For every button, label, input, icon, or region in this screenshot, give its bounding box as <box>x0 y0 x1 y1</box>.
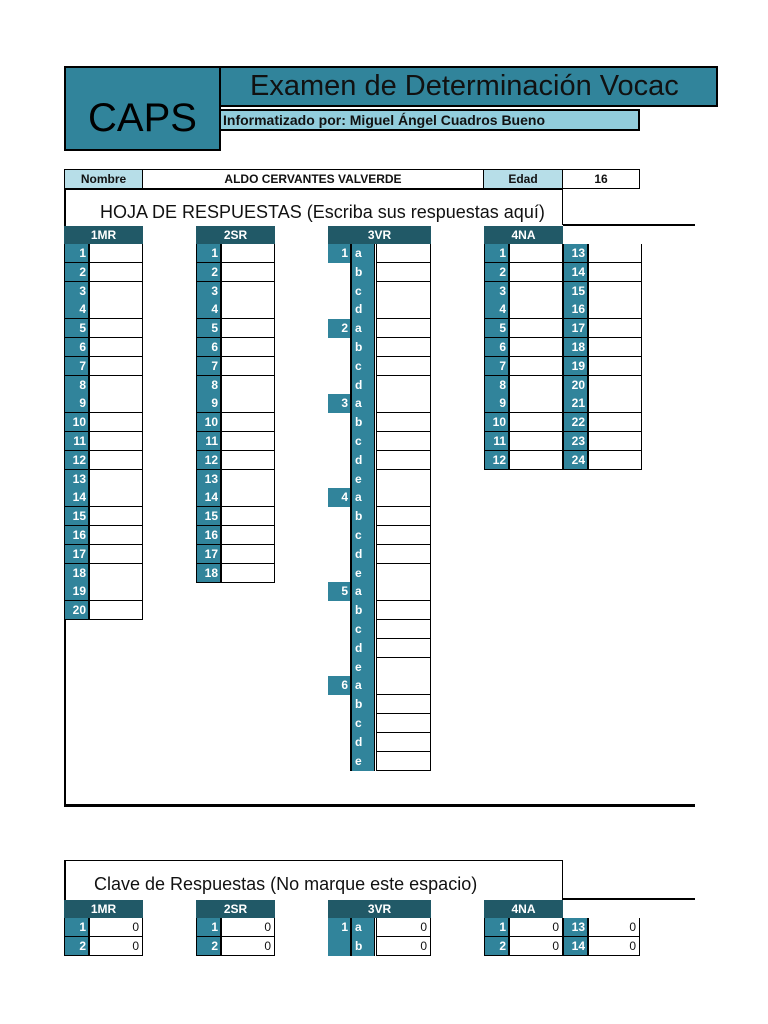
sr-answer-input[interactable] <box>221 244 275 263</box>
vr-letter: e <box>350 658 375 677</box>
mr-answer-input[interactable] <box>89 394 143 413</box>
mr-answer-input[interactable] <box>89 526 143 545</box>
mr-answer-input[interactable] <box>89 601 143 620</box>
key-vr-number <box>328 937 350 956</box>
vr-answer-input[interactable] <box>376 620 431 639</box>
mr-answer-input[interactable] <box>89 488 143 507</box>
na-answer-input[interactable] <box>588 319 642 338</box>
na-number: 17 <box>563 319 588 338</box>
na-answer-input[interactable] <box>509 319 563 338</box>
mr-answer-input[interactable] <box>89 470 143 489</box>
mr-answer-input[interactable] <box>89 282 143 301</box>
logo-text: CAPS <box>88 96 197 140</box>
na-answer-input[interactable] <box>509 413 563 432</box>
name-field[interactable]: ALDO CERVANTES VALVERDE <box>143 169 484 189</box>
sr-number: 11 <box>196 432 221 451</box>
mr-number: 2 <box>64 263 89 282</box>
sr-answer-input[interactable] <box>221 319 275 338</box>
vr-answer-input[interactable] <box>376 338 431 357</box>
sr-answer-input[interactable] <box>221 394 275 413</box>
vr-answer-input[interactable] <box>376 752 431 771</box>
na-answer-input[interactable] <box>588 338 642 357</box>
sr-number: 9 <box>196 394 221 413</box>
vr-letter: e <box>350 752 375 771</box>
key-vr-number: 1 <box>328 918 350 937</box>
sr-answer-input[interactable] <box>221 470 275 489</box>
na-number: 15 <box>563 282 588 301</box>
mr-answer-input[interactable] <box>89 545 143 564</box>
sr-number: 3 <box>196 282 221 301</box>
vr-answer-input[interactable] <box>376 507 431 526</box>
vr-letter: a <box>350 488 375 507</box>
na-answer-input[interactable] <box>509 263 563 282</box>
mr-number: 12 <box>64 451 89 470</box>
mr-number: 17 <box>64 545 89 564</box>
vr-letter: e <box>350 564 375 583</box>
key-title: Clave de Respuestas (No marque este espacio) <box>94 874 478 894</box>
vr-number: 4 <box>328 488 350 507</box>
na-number: 22 <box>563 413 588 432</box>
answers-title: HOJA DE RESPUESTAS (Escriba sus respuestas aquí) <box>100 202 545 222</box>
mr-number: 5 <box>64 319 89 338</box>
vr-letter: c <box>350 526 375 545</box>
na-number: 4 <box>484 300 509 319</box>
vr-answer-input[interactable] <box>376 601 431 620</box>
mr-answer-input[interactable] <box>89 582 143 601</box>
mr-answer-input[interactable] <box>89 357 143 376</box>
key-mr-number: 2 <box>64 937 89 956</box>
vr-answer-input[interactable] <box>376 376 431 395</box>
na-answer-input[interactable] <box>509 244 563 263</box>
vr-number: 1 <box>328 244 350 263</box>
key-na-number: 13 <box>563 918 588 937</box>
vr-answer-input[interactable] <box>376 564 431 583</box>
na-number: 10 <box>484 413 509 432</box>
sr-answer-input[interactable] <box>221 376 275 395</box>
section-header-na: 4NA <box>484 226 563 244</box>
key-na-value: 0 <box>588 918 640 937</box>
na-number: 21 <box>563 394 588 413</box>
key-mr-number: 1 <box>64 918 89 937</box>
sr-number: 14 <box>196 488 221 507</box>
key-sr-number: 2 <box>196 937 221 956</box>
key-na-number: 1 <box>484 918 509 937</box>
na-answer-input[interactable] <box>509 282 563 301</box>
na-number: 19 <box>563 357 588 376</box>
vr-answer-input[interactable] <box>376 357 431 376</box>
key-sr-value: 0 <box>221 918 275 937</box>
sr-answer-input[interactable] <box>221 413 275 432</box>
mr-number: 11 <box>64 432 89 451</box>
key-na-value: 0 <box>509 918 563 937</box>
mr-number: 1 <box>64 244 89 263</box>
mr-number: 3 <box>64 282 89 301</box>
key-header-sr: 2SR <box>196 900 275 918</box>
key-vr-letter: a <box>350 918 375 937</box>
sr-answer-input[interactable] <box>221 300 275 319</box>
vr-letter: a <box>350 394 375 413</box>
na-answer-input[interactable] <box>588 376 642 395</box>
sr-number: 7 <box>196 357 221 376</box>
na-answer-input[interactable] <box>509 300 563 319</box>
sr-number: 8 <box>196 376 221 395</box>
mr-number: 4 <box>64 300 89 319</box>
na-answer-input[interactable] <box>509 376 563 395</box>
na-number: 20 <box>563 376 588 395</box>
sr-number: 10 <box>196 413 221 432</box>
vr-letter: b <box>350 601 375 620</box>
mr-number: 10 <box>64 413 89 432</box>
vr-letter: c <box>350 620 375 639</box>
vr-letter: b <box>350 507 375 526</box>
mr-answer-input[interactable] <box>89 263 143 282</box>
vr-number: 5 <box>328 582 350 601</box>
mr-answer-input[interactable] <box>89 300 143 319</box>
vr-answer-input[interactable] <box>376 263 431 282</box>
vr-letter: b <box>350 413 375 432</box>
sr-number: 2 <box>196 263 221 282</box>
vr-answer-input[interactable] <box>376 676 431 695</box>
section-header-mr: 1MR <box>64 226 143 244</box>
na-number: 8 <box>484 376 509 395</box>
na-answer-input[interactable] <box>588 357 642 376</box>
mr-number: 9 <box>64 394 89 413</box>
section-header-vr: 3VR <box>328 226 431 244</box>
vr-answer-input[interactable] <box>376 488 431 507</box>
vr-letter: c <box>350 432 375 451</box>
mr-number: 18 <box>64 564 89 583</box>
key-mr-value: 0 <box>89 918 143 937</box>
age-field[interactable]: 16 <box>563 169 640 189</box>
vr-answer-input[interactable] <box>376 733 431 752</box>
sr-answer-input[interactable] <box>221 507 275 526</box>
vr-answer-input[interactable] <box>376 582 431 601</box>
na-answer-input[interactable] <box>509 394 563 413</box>
mr-number: 6 <box>64 338 89 357</box>
mr-number: 19 <box>64 582 89 601</box>
na-answer-input[interactable] <box>588 263 642 282</box>
na-number: 24 <box>563 451 588 470</box>
vr-number: 2 <box>328 319 350 338</box>
sr-answer-input[interactable] <box>221 526 275 545</box>
mr-answer-input[interactable] <box>89 507 143 526</box>
mr-answer-input[interactable] <box>89 338 143 357</box>
divider <box>563 224 695 226</box>
vr-letter: d <box>350 376 375 395</box>
mr-answer-input[interactable] <box>89 376 143 395</box>
name-label: Nombre <box>64 169 143 189</box>
vr-letter: a <box>350 582 375 601</box>
mr-answer-input[interactable] <box>89 319 143 338</box>
mr-answer-input[interactable] <box>89 244 143 263</box>
key-header-na: 4NA <box>484 900 563 918</box>
vr-answer-input[interactable] <box>376 244 431 263</box>
sr-answer-input[interactable] <box>221 451 275 470</box>
sr-number: 1 <box>196 244 221 263</box>
mr-answer-input[interactable] <box>89 413 143 432</box>
sr-answer-input[interactable] <box>221 263 275 282</box>
vr-answer-input[interactable] <box>376 470 431 489</box>
key-vr-letter: b <box>350 937 375 956</box>
vr-answer-input[interactable] <box>376 714 431 733</box>
key-na-number: 2 <box>484 937 509 956</box>
vr-number: 6 <box>328 676 350 695</box>
na-number: 1 <box>484 244 509 263</box>
vr-letter: c <box>350 282 375 301</box>
vr-answer-input[interactable] <box>376 545 431 564</box>
na-answer-input[interactable] <box>509 338 563 357</box>
mr-answer-input[interactable] <box>89 564 143 583</box>
vr-answer-input[interactable] <box>376 319 431 338</box>
vr-letter: c <box>350 714 375 733</box>
age-label: Edad <box>484 169 563 189</box>
vr-letter: b <box>350 695 375 714</box>
sr-answer-input[interactable] <box>221 545 275 564</box>
mr-number: 14 <box>64 488 89 507</box>
sr-answer-input[interactable] <box>221 432 275 451</box>
vr-letter: d <box>350 545 375 564</box>
subtitle: Informatizado por: Miguel Ángel Cuadros Bueno <box>223 112 545 128</box>
section-header-sr: 2SR <box>196 226 275 244</box>
sr-number: 4 <box>196 300 221 319</box>
vr-letter: d <box>350 639 375 658</box>
sr-number: 18 <box>196 564 221 583</box>
key-na-value: 0 <box>588 937 640 956</box>
sr-number: 5 <box>196 319 221 338</box>
vr-letter: c <box>350 357 375 376</box>
sr-answer-input[interactable] <box>221 564 275 583</box>
sr-number: 6 <box>196 338 221 357</box>
vr-answer-input[interactable] <box>376 695 431 714</box>
mr-answer-input[interactable] <box>89 451 143 470</box>
vr-answer-input[interactable] <box>376 658 431 677</box>
mr-answer-input[interactable] <box>89 432 143 451</box>
sr-answer-input[interactable] <box>221 488 275 507</box>
mr-number: 7 <box>64 357 89 376</box>
divider <box>563 898 695 900</box>
mr-number: 16 <box>64 526 89 545</box>
mr-number: 13 <box>64 470 89 489</box>
key-na-value: 0 <box>509 937 563 956</box>
sr-answer-input[interactable] <box>221 357 275 376</box>
key-vr-value: 0 <box>376 918 431 937</box>
frame-bottom <box>64 804 695 807</box>
sr-answer-input[interactable] <box>221 338 275 357</box>
vr-answer-input[interactable] <box>376 526 431 545</box>
vr-letter: e <box>350 470 375 489</box>
na-number: 7 <box>484 357 509 376</box>
sr-number: 12 <box>196 451 221 470</box>
key-mr-value: 0 <box>89 937 143 956</box>
na-number: 13 <box>563 244 588 263</box>
na-answer-input[interactable] <box>509 357 563 376</box>
na-answer-input[interactable] <box>588 451 642 470</box>
vr-letter: b <box>350 338 375 357</box>
vr-letter: d <box>350 451 375 470</box>
key-sr-value: 0 <box>221 937 275 956</box>
vr-letter: b <box>350 263 375 282</box>
mr-number: 15 <box>64 507 89 526</box>
na-number: 3 <box>484 282 509 301</box>
key-header-vr: 3VR <box>328 900 431 918</box>
vr-answer-input[interactable] <box>376 394 431 413</box>
sr-answer-input[interactable] <box>221 282 275 301</box>
na-number: 5 <box>484 319 509 338</box>
vr-letter: a <box>350 319 375 338</box>
sr-number: 13 <box>196 470 221 489</box>
na-number: 14 <box>563 263 588 282</box>
na-answer-input[interactable] <box>588 413 642 432</box>
vr-letter: d <box>350 733 375 752</box>
na-answer-input[interactable] <box>509 432 563 451</box>
na-number: 12 <box>484 451 509 470</box>
vr-number: 3 <box>328 394 350 413</box>
key-na-number: 14 <box>563 937 588 956</box>
na-answer-input[interactable] <box>588 282 642 301</box>
na-answer-input[interactable] <box>588 300 642 319</box>
na-number: 23 <box>563 432 588 451</box>
vr-answer-input[interactable] <box>376 413 431 432</box>
na-number: 16 <box>563 300 588 319</box>
sr-number: 17 <box>196 545 221 564</box>
na-number: 9 <box>484 394 509 413</box>
key-vr-value: 0 <box>376 937 431 956</box>
vr-letter: a <box>350 676 375 695</box>
vr-answer-input[interactable] <box>376 432 431 451</box>
vr-answer-input[interactable] <box>376 639 431 658</box>
na-answer-input[interactable] <box>588 244 642 263</box>
na-answer-input[interactable] <box>509 451 563 470</box>
vr-answer-input[interactable] <box>376 300 431 319</box>
na-number: 2 <box>484 263 509 282</box>
na-number: 11 <box>484 432 509 451</box>
sr-number: 15 <box>196 507 221 526</box>
vr-answer-input[interactable] <box>376 451 431 470</box>
key-sr-number: 1 <box>196 918 221 937</box>
key-header-mr: 1MR <box>64 900 143 918</box>
na-answer-input[interactable] <box>588 432 642 451</box>
na-answer-input[interactable] <box>588 394 642 413</box>
na-number: 18 <box>563 338 588 357</box>
na-number: 6 <box>484 338 509 357</box>
vr-answer-input[interactable] <box>376 282 431 301</box>
vr-letter: a <box>350 244 375 263</box>
page-title: Examen de Determinación Vocac <box>250 70 679 102</box>
vr-letter: d <box>350 300 375 319</box>
mr-number: 20 <box>64 601 89 620</box>
sr-number: 16 <box>196 526 221 545</box>
mr-number: 8 <box>64 376 89 395</box>
